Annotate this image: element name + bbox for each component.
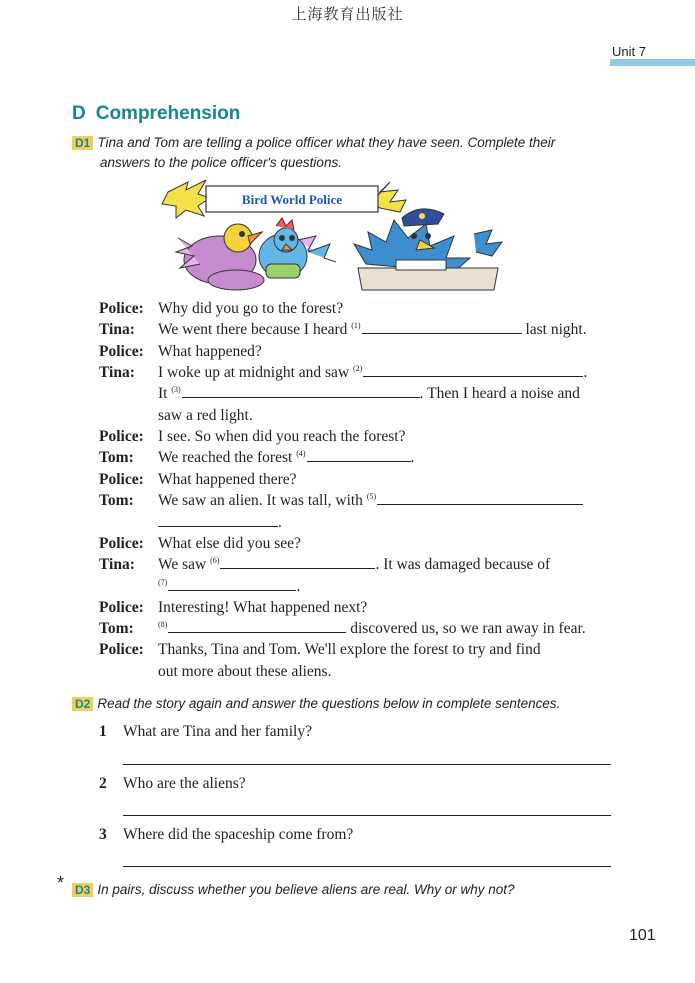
answer-line-2[interactable] <box>123 815 611 816</box>
dialog-text: $^{(8)}$ discovered us, so we ran away in fear. <box>158 620 586 637</box>
speaker: Tom: <box>99 449 134 466</box>
police-bird-icon <box>354 209 502 290</box>
speaker: Police: <box>99 641 144 658</box>
answer-blank-5[interactable] <box>377 490 583 505</box>
d2-instruction-text: Read the story again and answer the questions below in complete sentences. <box>97 696 561 711</box>
dialog-text: I see. So when did you reach the forest? <box>158 428 406 445</box>
d2-tag: D2 <box>72 697 93 711</box>
speaker: Police: <box>99 471 144 488</box>
answer-blank-1[interactable] <box>362 319 522 334</box>
star-mark: * <box>57 873 65 893</box>
d3-instruction-text: In pairs, discuss whether you believe aliens are real. Why or why not? <box>97 882 515 897</box>
speaker: Police: <box>99 599 144 616</box>
unit-label: Unit 7 <box>612 44 646 59</box>
answer-blank-5-cont[interactable] <box>158 512 278 527</box>
blank-number: (6) <box>210 556 220 565</box>
d1-tag: D1 <box>72 136 93 150</box>
d3-tag: D3 <box>72 883 93 897</box>
dialog-text: saw a red light. <box>158 407 253 424</box>
d2-instruction <box>72 694 560 714</box>
speaker: Tom: <box>99 492 134 509</box>
d1-instruction-line2: answers to the police officer's questions. <box>100 155 342 170</box>
blue-bird-icon <box>259 218 336 278</box>
speaker: Tina: <box>99 556 135 573</box>
police-sign-icon <box>162 180 406 218</box>
speaker: Police: <box>99 300 144 317</box>
answer-line-3[interactable] <box>123 866 611 867</box>
d1-instruction <box>72 133 555 173</box>
section-title-text: Comprehension <box>95 103 241 124</box>
dialog-text: out more about these aliens. <box>158 663 332 680</box>
publisher-header: 上海教育出版社 <box>291 5 404 23</box>
dialog-text: We saw $^{(6)}$ . It was damaged because of <box>158 556 551 573</box>
blank-number: (7) <box>158 578 168 587</box>
blank-number: (8) <box>158 620 168 629</box>
speaker: Police: <box>99 343 144 360</box>
blank-number: (3) <box>171 385 181 394</box>
dialog-text: . <box>158 512 282 533</box>
dialog-text: Thanks, Tina and Tom. We'll explore the forest to try and find <box>158 641 541 658</box>
blank-number: (5) <box>366 492 377 501</box>
speaker: Police: <box>99 535 144 552</box>
question-3: 3 Where did the spaceship come from? <box>99 826 354 843</box>
blank-number: (4) <box>296 449 306 458</box>
dialog-text: What happened there? <box>158 471 297 488</box>
answer-blank-6[interactable] <box>220 554 375 569</box>
answer-blank-3[interactable] <box>182 383 420 398</box>
speaker: Tom: <box>99 620 134 637</box>
dialog-text: We went there because I heard $^{(1)}$ last night. <box>158 321 587 338</box>
answer-blank-8[interactable] <box>168 618 346 633</box>
section-letter: D <box>72 103 86 124</box>
question-1: 1 What are Tina and her family? <box>99 723 312 740</box>
d1-instruction-line1: Tina and Tom are telling a police officer what they have seen. Complete their <box>97 135 556 150</box>
dialog-text: Why did you go to the forest? <box>158 300 344 317</box>
answer-line-1[interactable] <box>123 764 611 765</box>
dialog-text: We reached the forest $^{(4)}$ . <box>158 449 415 466</box>
speaker: Tina: <box>99 364 135 381</box>
dialog-text: What happened? <box>158 343 262 360</box>
speaker: Police: <box>99 428 144 445</box>
page-number: 101 <box>629 927 656 944</box>
dialog-text: It $^{(3)}$ . Then I heard a noise and <box>158 385 580 402</box>
blank-number: (1) <box>351 321 361 330</box>
d3-instruction <box>72 880 515 900</box>
speaker: Tina: <box>99 321 135 338</box>
dialog-text: We saw an alien. It was tall, with $^{(5)}$ <box>158 490 583 513</box>
dialog-text: I woke up at midnight and saw $^{(2)}$ . <box>158 364 588 381</box>
answer-blank-4[interactable] <box>307 447 411 462</box>
question-2: 2 Who are the aliens? <box>99 775 246 792</box>
answer-blank-7[interactable] <box>168 576 296 591</box>
dialog-text: Interesting! What happened next? <box>158 599 368 616</box>
police-illustration <box>158 180 520 292</box>
section-title <box>72 103 240 125</box>
dialog-text: $^{(7)}$ . <box>158 578 301 595</box>
sign-text: Bird World Police <box>241 192 343 207</box>
unit-bar <box>610 59 695 66</box>
dialog-text: What else did you see? <box>158 535 301 552</box>
answer-blank-2[interactable] <box>363 362 583 377</box>
blank-number: (2) <box>353 364 363 373</box>
